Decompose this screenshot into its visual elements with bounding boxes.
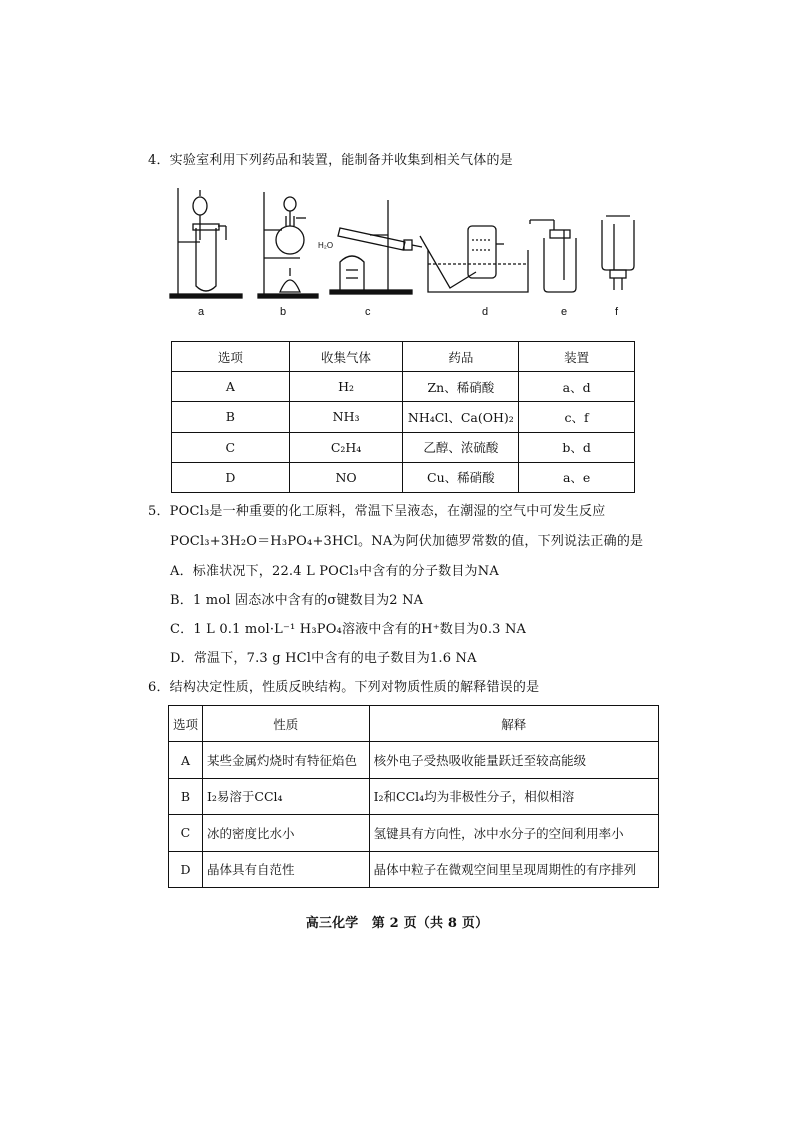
table-row: [169, 742, 659, 778]
table-row: [172, 432, 635, 462]
cell-property: 冰的密度比水小: [202, 815, 369, 851]
cell-device: a、d: [519, 372, 635, 402]
cell-option: C: [169, 815, 203, 851]
q4-stem: 4．实验室利用下列药品和装置，能制备并收集到相关气体的是: [148, 153, 513, 168]
cell-option: D: [172, 462, 290, 492]
header-cell: 性质: [202, 706, 369, 742]
cell-property: I₂易溶于CCl₄: [202, 778, 369, 814]
header-cell: 解释: [369, 706, 658, 742]
table-row: [172, 372, 635, 402]
header-cell: 收集气体: [289, 342, 403, 372]
cell-drug: Cu、稀硝酸: [403, 462, 519, 492]
cell-explanation: 晶体中粒子在微观空间里呈现周期性的有序排列: [369, 851, 658, 887]
table-row: [172, 462, 635, 492]
q6-stem: 6．结构决定性质，性质反映结构。下列对物质性质的解释错误的是: [148, 680, 540, 695]
apparatus-f-icon: [602, 216, 634, 290]
q5-stem-line2: POCl₃+3H₂O＝H₃PO₄+3HCl。NA为阿伏加德罗常数的值，下列说法正确的是: [170, 534, 644, 549]
q5-option-b: B．1 mol 固态冰中含有的σ键数目为2 NA: [170, 593, 424, 608]
q5-option-a: A．标准状况下，22.4 L POCl₃中含有的分子数目为NA: [170, 564, 499, 579]
cell-option: B: [172, 402, 290, 432]
cell-gas: NO: [289, 462, 403, 492]
cell-drug: 乙醇、浓硫酸: [403, 432, 519, 462]
table-row: [169, 778, 659, 814]
q4-table: [171, 341, 635, 493]
label-d: d: [482, 306, 489, 318]
cell-gas: C₂H₄: [289, 432, 403, 462]
cell-gas: H₂: [289, 372, 403, 402]
header-cell: 药品: [403, 342, 519, 372]
cell-drug: Zn、稀硝酸: [403, 372, 519, 402]
header-cell: 选项: [169, 706, 203, 742]
label-a: a: [198, 306, 205, 318]
cell-explanation: I₂和CCl₄均为非极性分子，相似相溶: [369, 778, 658, 814]
label-c: c: [365, 306, 371, 318]
page-footer: 高三化学 第 2 页（共 8 页）: [305, 916, 489, 931]
table-row: [169, 851, 659, 887]
table-header-row: [172, 342, 635, 372]
d-water-label: H₂O: [318, 241, 334, 250]
q6-table: [168, 705, 659, 888]
apparatus-figure: [160, 180, 650, 305]
apparatus-b-icon: [258, 192, 318, 298]
cell-device: a、e: [519, 462, 635, 492]
table-row: [172, 402, 635, 432]
cell-device: b、d: [519, 432, 635, 462]
apparatus-a-icon: [170, 188, 242, 298]
q5-option-d: D．常温下，7.3 g HCl中含有的电子数目为1.6 NA: [170, 651, 477, 666]
cell-option: B: [169, 778, 203, 814]
label-b: b: [280, 306, 287, 318]
cell-device: c、f: [519, 402, 635, 432]
q5-option-c: C．1 L 0.1 mol·L⁻¹ H₃PO₄溶液中含有的H⁺数目为0.3 NA: [170, 622, 527, 637]
cell-property: 某些金属灼烧时有特征焰色: [202, 742, 369, 778]
label-f: f: [615, 306, 619, 318]
label-e: e: [561, 306, 568, 318]
apparatus-d-icon: [420, 226, 528, 292]
cell-option: C: [172, 432, 290, 462]
apparatus-c-icon: [330, 200, 422, 294]
cell-option: D: [169, 851, 203, 887]
cell-explanation: 核外电子受热吸收能量跃迁至较高能级: [369, 742, 658, 778]
cell-option: A: [172, 372, 290, 402]
q5-stem-line1: 5．POCl₃是一种重要的化工原料，常温下呈液态，在潮湿的空气中可发生反应: [148, 504, 606, 519]
cell-explanation: 氢键具有方向性，冰中水分子的空间利用率小: [369, 815, 658, 851]
cell-property: 晶体具有自范性: [202, 851, 369, 887]
cell-option: A: [169, 742, 203, 778]
apparatus-e-icon: [530, 220, 576, 292]
cell-drug: NH₄Cl、Ca(OH)₂: [403, 402, 519, 432]
header-cell: 选项: [172, 342, 290, 372]
header-cell: 装置: [519, 342, 635, 372]
table-row: [169, 815, 659, 851]
table-header-row: [169, 706, 659, 742]
cell-gas: NH₃: [289, 402, 403, 432]
